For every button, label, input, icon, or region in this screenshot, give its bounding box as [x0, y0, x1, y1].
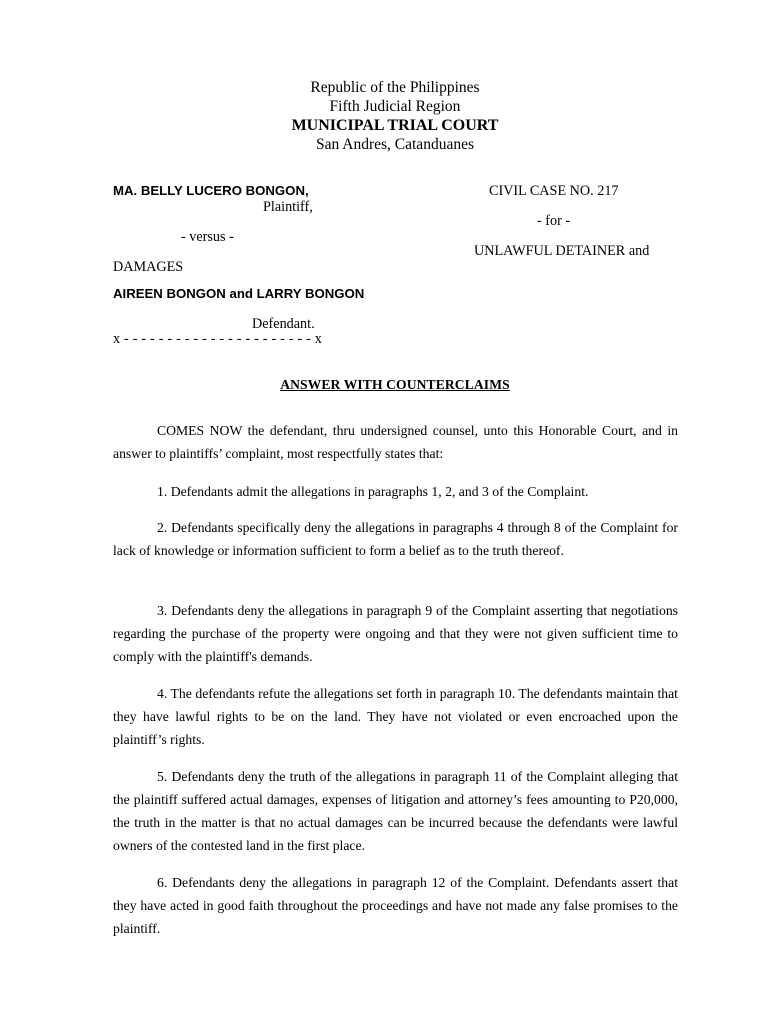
plaintiff-name: MA. BELLY LUCERO BONGON,	[113, 183, 309, 198]
case-nature: UNLAWFUL DETAINER and	[474, 243, 650, 259]
paragraph-6: 6. Defendants deny the allegations in paragraph 12 of the Complaint. Defendants assert that they have acted in good faith throughout the proceedings and have not made any false promises to the plaintiff.	[113, 875, 678, 936]
case-nature-continued: DAMAGES	[113, 259, 184, 275]
versus-label: - versus -	[181, 229, 234, 245]
document-title: ANSWER WITH COUNTERCLAIMS	[280, 377, 510, 392]
defendants-name: AIREEN BONGON and LARRY BONGON	[113, 286, 365, 301]
for-label: - for -	[537, 213, 571, 229]
paragraph-2: 2. Defendants specifically deny the allegations in paragraphs 4 through 8 of the Complaint for lack of knowledge or information sufficient to form a belief as to the truth thereof.	[113, 520, 678, 558]
case-number: CIVIL CASE NO. 217	[489, 183, 619, 199]
paragraph-1: 1. Defendants admit the allegations in paragraphs 1, 2, and 3 of the Complaint.	[157, 484, 589, 499]
defendant-role: Defendant.	[252, 316, 315, 332]
plaintiff-role: Plaintiff,	[263, 199, 313, 215]
header-court: MUNICIPAL TRIAL COURT	[291, 117, 499, 134]
intro-paragraph: COMES NOW the defendant, thru undersigned counsel, unto this Honorable Court, and in answer to plaintiffs’ complaint, most respectfully states that:	[113, 423, 678, 461]
paragraph-4: 4. The defendants refute the allegations set forth in paragraph 10. The defendants maintain that they have lawful rights to be on the land. They have not violated or even encroached upon the plaintiff’s rights.	[113, 686, 678, 747]
paragraph-5: 5. Defendants deny the truth of the allegations in paragraph 11 of the Complaint alleging that the plaintiff suffered actual damages, expenses of litigation and attorney’s fees amounting to P20,000, the truth in the matter is that no actual damages can be incurred because the defendants were lawful owners of the contested land in the first place.	[113, 769, 678, 853]
paragraph-3: 3. Defendants deny the allegations in paragraph 9 of the Complaint asserting that negotiations regarding the purchase of the property were ongoing and that they were not given sufficient time to comply with the plaintiff's demands.	[113, 603, 678, 664]
caption-separator: x - - - - - - - - - - - - - - - - - - - - - - x	[113, 331, 323, 347]
header-location: San Andres, Catanduanes	[316, 136, 474, 153]
header-region: Fifth Judicial Region	[329, 98, 461, 115]
header-republic: Republic of the Philippines	[310, 79, 480, 96]
